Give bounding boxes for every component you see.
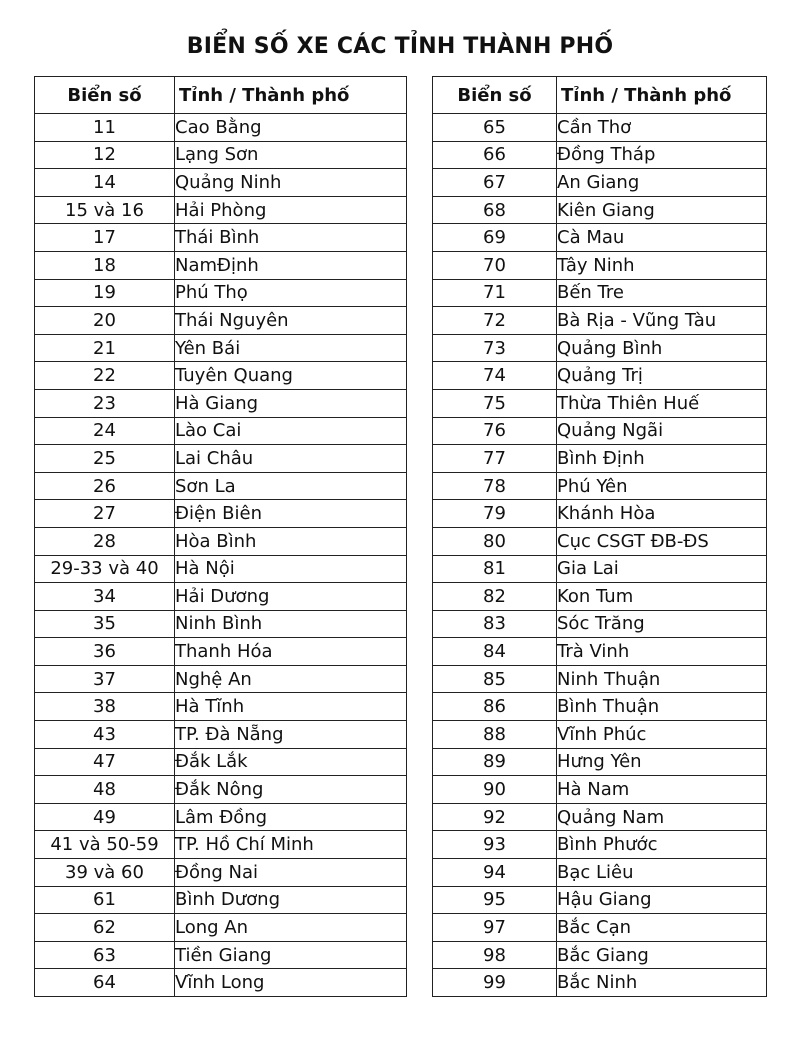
table-row [433, 472, 767, 500]
province-name-cell: Bình Dương [175, 886, 407, 914]
plate-code-cell: 15 và 16 [35, 196, 175, 224]
plate-code-cell: 64 [35, 969, 175, 997]
plate-code-cell: 88 [433, 721, 557, 749]
table-row [35, 307, 407, 335]
plate-code-cell: 27 [35, 500, 175, 528]
table-row [35, 169, 407, 197]
table-row [433, 831, 767, 859]
plate-code-cell: 63 [35, 941, 175, 969]
province-name-cell: TP. Hồ Chí Minh [175, 831, 407, 859]
table-row [433, 555, 767, 583]
table-row [433, 527, 767, 555]
province-name-cell: Hà Nội [175, 555, 407, 583]
province-name-cell: Đắk Lắk [175, 748, 407, 776]
table-row [35, 417, 407, 445]
plate-code-cell: 75 [433, 389, 557, 417]
table-row [35, 803, 407, 831]
table-row [433, 362, 767, 390]
province-name-cell: Ninh Thuận [557, 665, 767, 693]
province-name-cell: Cục CSGT ĐB-ĐS [557, 527, 767, 555]
plate-code-cell: 62 [35, 914, 175, 942]
province-name-cell: Quảng Ninh [175, 169, 407, 197]
province-name-cell: Trà Vinh [557, 638, 767, 666]
plate-code-cell: 35 [35, 610, 175, 638]
table-row [35, 196, 407, 224]
province-name-cell: Quảng Trị [557, 362, 767, 390]
province-name-cell: An Giang [557, 169, 767, 197]
table-row [35, 969, 407, 997]
table-row [433, 610, 767, 638]
province-name-cell: Hà Tĩnh [175, 693, 407, 721]
table-row [35, 583, 407, 611]
plate-code-cell: 36 [35, 638, 175, 666]
table-row [433, 776, 767, 804]
province-name-cell: Cần Thơ [557, 114, 767, 142]
table-row [35, 141, 407, 169]
province-name-cell: Đồng Tháp [557, 141, 767, 169]
table-row [35, 445, 407, 473]
province-name-cell: Bạc Liêu [557, 859, 767, 887]
plate-code-cell: 29-33 và 40 [35, 555, 175, 583]
table-row [35, 638, 407, 666]
province-name-cell: Lai Châu [175, 445, 407, 473]
province-name-cell: Thừa Thiên Huế [557, 389, 767, 417]
province-name-cell: Bà Rịa - Vũng Tàu [557, 307, 767, 335]
table-row [433, 748, 767, 776]
province-name-cell: Bắc Giang [557, 941, 767, 969]
plate-code-cell: 99 [433, 969, 557, 997]
table-row [433, 445, 767, 473]
table-row [35, 251, 407, 279]
column-header-plate-code: Biển số [35, 77, 175, 114]
plate-code-cell: 81 [433, 555, 557, 583]
province-name-cell: Điện Biên [175, 500, 407, 528]
province-name-cell: Lâm Đồng [175, 803, 407, 831]
province-name-cell: Quảng Bình [557, 334, 767, 362]
province-name-cell: Kon Tum [557, 583, 767, 611]
province-name-cell: Hải Dương [175, 583, 407, 611]
table-row [35, 914, 407, 942]
table-row [35, 362, 407, 390]
province-name-cell: Hậu Giang [557, 886, 767, 914]
plate-code-cell: 28 [35, 527, 175, 555]
plate-code-cell: 34 [35, 583, 175, 611]
table-row [433, 417, 767, 445]
province-name-cell: Hưng Yên [557, 748, 767, 776]
province-name-cell: Hải Phòng [175, 196, 407, 224]
plate-code-cell: 41 và 50-59 [35, 831, 175, 859]
table-row [35, 721, 407, 749]
plate-code-cell: 86 [433, 693, 557, 721]
plate-code-cell: 70 [433, 251, 557, 279]
plate-code-cell: 90 [433, 776, 557, 804]
table-row [433, 114, 767, 142]
table-row [433, 941, 767, 969]
table-row [35, 748, 407, 776]
table-row [35, 610, 407, 638]
plate-code-cell: 66 [433, 141, 557, 169]
province-name-cell: Quảng Nam [557, 803, 767, 831]
province-name-cell: Tây Ninh [557, 251, 767, 279]
plate-code-cell: 18 [35, 251, 175, 279]
province-name-cell: Quảng Ngãi [557, 417, 767, 445]
table-row [35, 776, 407, 804]
table-row [433, 638, 767, 666]
table-row [35, 693, 407, 721]
plate-code-cell: 71 [433, 279, 557, 307]
plate-code-cell: 77 [433, 445, 557, 473]
table-row [433, 500, 767, 528]
table-row [433, 389, 767, 417]
province-name-cell: Phú Thọ [175, 279, 407, 307]
plate-code-cell: 69 [433, 224, 557, 252]
province-name-cell: Lào Cai [175, 417, 407, 445]
table-row [35, 472, 407, 500]
plate-code-cell: 26 [35, 472, 175, 500]
plate-code-cell: 65 [433, 114, 557, 142]
plate-code-cell: 25 [35, 445, 175, 473]
table-row [35, 500, 407, 528]
table-row [433, 721, 767, 749]
plate-code-cell: 84 [433, 638, 557, 666]
province-name-cell: Long An [175, 914, 407, 942]
plate-code-cell: 98 [433, 941, 557, 969]
province-name-cell: Hà Nam [557, 776, 767, 804]
province-name-cell: Bến Tre [557, 279, 767, 307]
plate-code-cell: 83 [433, 610, 557, 638]
table-row [433, 914, 767, 942]
province-name-cell: Thanh Hóa [175, 638, 407, 666]
table-row [433, 969, 767, 997]
province-name-cell: Sóc Trăng [557, 610, 767, 638]
table-row [35, 224, 407, 252]
province-name-cell: Vĩnh Phúc [557, 721, 767, 749]
table-row [433, 859, 767, 887]
column-header-province: Tỉnh / Thành phố [175, 77, 407, 114]
plate-code-cell: 78 [433, 472, 557, 500]
column-header-province: Tỉnh / Thành phố [557, 77, 767, 114]
province-name-cell: Vĩnh Long [175, 969, 407, 997]
province-name-cell: Bắc Ninh [557, 969, 767, 997]
table-row [433, 307, 767, 335]
plate-code-cell: 61 [35, 886, 175, 914]
province-name-cell: Bắc Cạn [557, 914, 767, 942]
table-header-row [433, 77, 767, 114]
province-name-cell: Đắk Nông [175, 776, 407, 804]
table-row [35, 859, 407, 887]
table-row [35, 334, 407, 362]
province-name-cell: Hòa Bình [175, 527, 407, 555]
province-name-cell: Sơn La [175, 472, 407, 500]
table-row [433, 583, 767, 611]
province-name-cell: Hà Giang [175, 389, 407, 417]
province-name-cell: Bình Định [557, 445, 767, 473]
table-row [433, 196, 767, 224]
plate-code-cell: 48 [35, 776, 175, 804]
plate-code-cell: 43 [35, 721, 175, 749]
plate-code-cell: 24 [35, 417, 175, 445]
province-name-cell: Bình Thuận [557, 693, 767, 721]
province-name-cell: Kiên Giang [557, 196, 767, 224]
plate-code-cell: 17 [35, 224, 175, 252]
plate-code-cell: 20 [35, 307, 175, 335]
table-row [433, 334, 767, 362]
table-row [433, 693, 767, 721]
table-row [35, 831, 407, 859]
plates-table-left [34, 76, 407, 997]
province-name-cell: Tuyên Quang [175, 362, 407, 390]
plate-code-cell: 37 [35, 665, 175, 693]
plates-table-right-body [433, 114, 767, 997]
plate-code-cell: 94 [433, 859, 557, 887]
table-row [433, 886, 767, 914]
table-row [433, 224, 767, 252]
province-name-cell: Thái Nguyên [175, 307, 407, 335]
plate-code-cell: 92 [433, 803, 557, 831]
province-name-cell: TP. Đà Nẵng [175, 721, 407, 749]
table-row [433, 279, 767, 307]
plate-code-cell: 38 [35, 693, 175, 721]
province-name-cell: Thái Bình [175, 224, 407, 252]
page-title: BIỂN SỐ XE CÁC TỈNH THÀNH PHỐ [186, 34, 614, 59]
plate-code-cell: 73 [433, 334, 557, 362]
plate-code-cell: 67 [433, 169, 557, 197]
plate-code-cell: 22 [35, 362, 175, 390]
plate-code-cell: 89 [433, 748, 557, 776]
table-row [35, 114, 407, 142]
province-name-cell: Đồng Nai [175, 859, 407, 887]
province-name-cell: Cao Bằng [175, 114, 407, 142]
plate-code-cell: 14 [35, 169, 175, 197]
table-row [433, 141, 767, 169]
table-row [35, 555, 407, 583]
province-name-cell: NamĐịnh [175, 251, 407, 279]
province-name-cell: Cà Mau [557, 224, 767, 252]
plate-code-cell: 72 [433, 307, 557, 335]
table-row [433, 169, 767, 197]
plate-code-cell: 23 [35, 389, 175, 417]
table-row [433, 803, 767, 831]
province-name-cell: Phú Yên [557, 472, 767, 500]
plate-code-cell: 80 [433, 527, 557, 555]
table-row [35, 665, 407, 693]
plates-table-left-body [35, 114, 407, 997]
province-name-cell: Gia Lai [557, 555, 767, 583]
province-name-cell: Nghệ An [175, 665, 407, 693]
plate-code-cell: 12 [35, 141, 175, 169]
plate-code-cell: 11 [35, 114, 175, 142]
province-name-cell: Lạng Sơn [175, 141, 407, 169]
plate-code-cell: 97 [433, 914, 557, 942]
plate-code-cell: 95 [433, 886, 557, 914]
table-row [35, 941, 407, 969]
plate-code-cell: 68 [433, 196, 557, 224]
table-row [35, 527, 407, 555]
plate-code-cell: 74 [433, 362, 557, 390]
province-name-cell: Khánh Hòa [557, 500, 767, 528]
province-name-cell: Yên Bái [175, 334, 407, 362]
plate-code-cell: 49 [35, 803, 175, 831]
plates-table-right [432, 76, 767, 997]
plate-code-cell: 21 [35, 334, 175, 362]
province-name-cell: Tiền Giang [175, 941, 407, 969]
province-name-cell: Bình Phước [557, 831, 767, 859]
table-row [35, 886, 407, 914]
plate-code-cell: 19 [35, 279, 175, 307]
table-row [433, 665, 767, 693]
table-header-row [35, 77, 407, 114]
plate-code-cell: 76 [433, 417, 557, 445]
table-row [35, 279, 407, 307]
province-name-cell: Ninh Bình [175, 610, 407, 638]
plate-code-cell: 47 [35, 748, 175, 776]
plate-code-cell: 39 và 60 [35, 859, 175, 887]
plate-code-cell: 79 [433, 500, 557, 528]
plate-code-cell: 82 [433, 583, 557, 611]
table-row [35, 389, 407, 417]
plate-code-cell: 93 [433, 831, 557, 859]
table-row [433, 251, 767, 279]
plate-code-cell: 85 [433, 665, 557, 693]
column-header-plate-code: Biển số [433, 77, 557, 114]
